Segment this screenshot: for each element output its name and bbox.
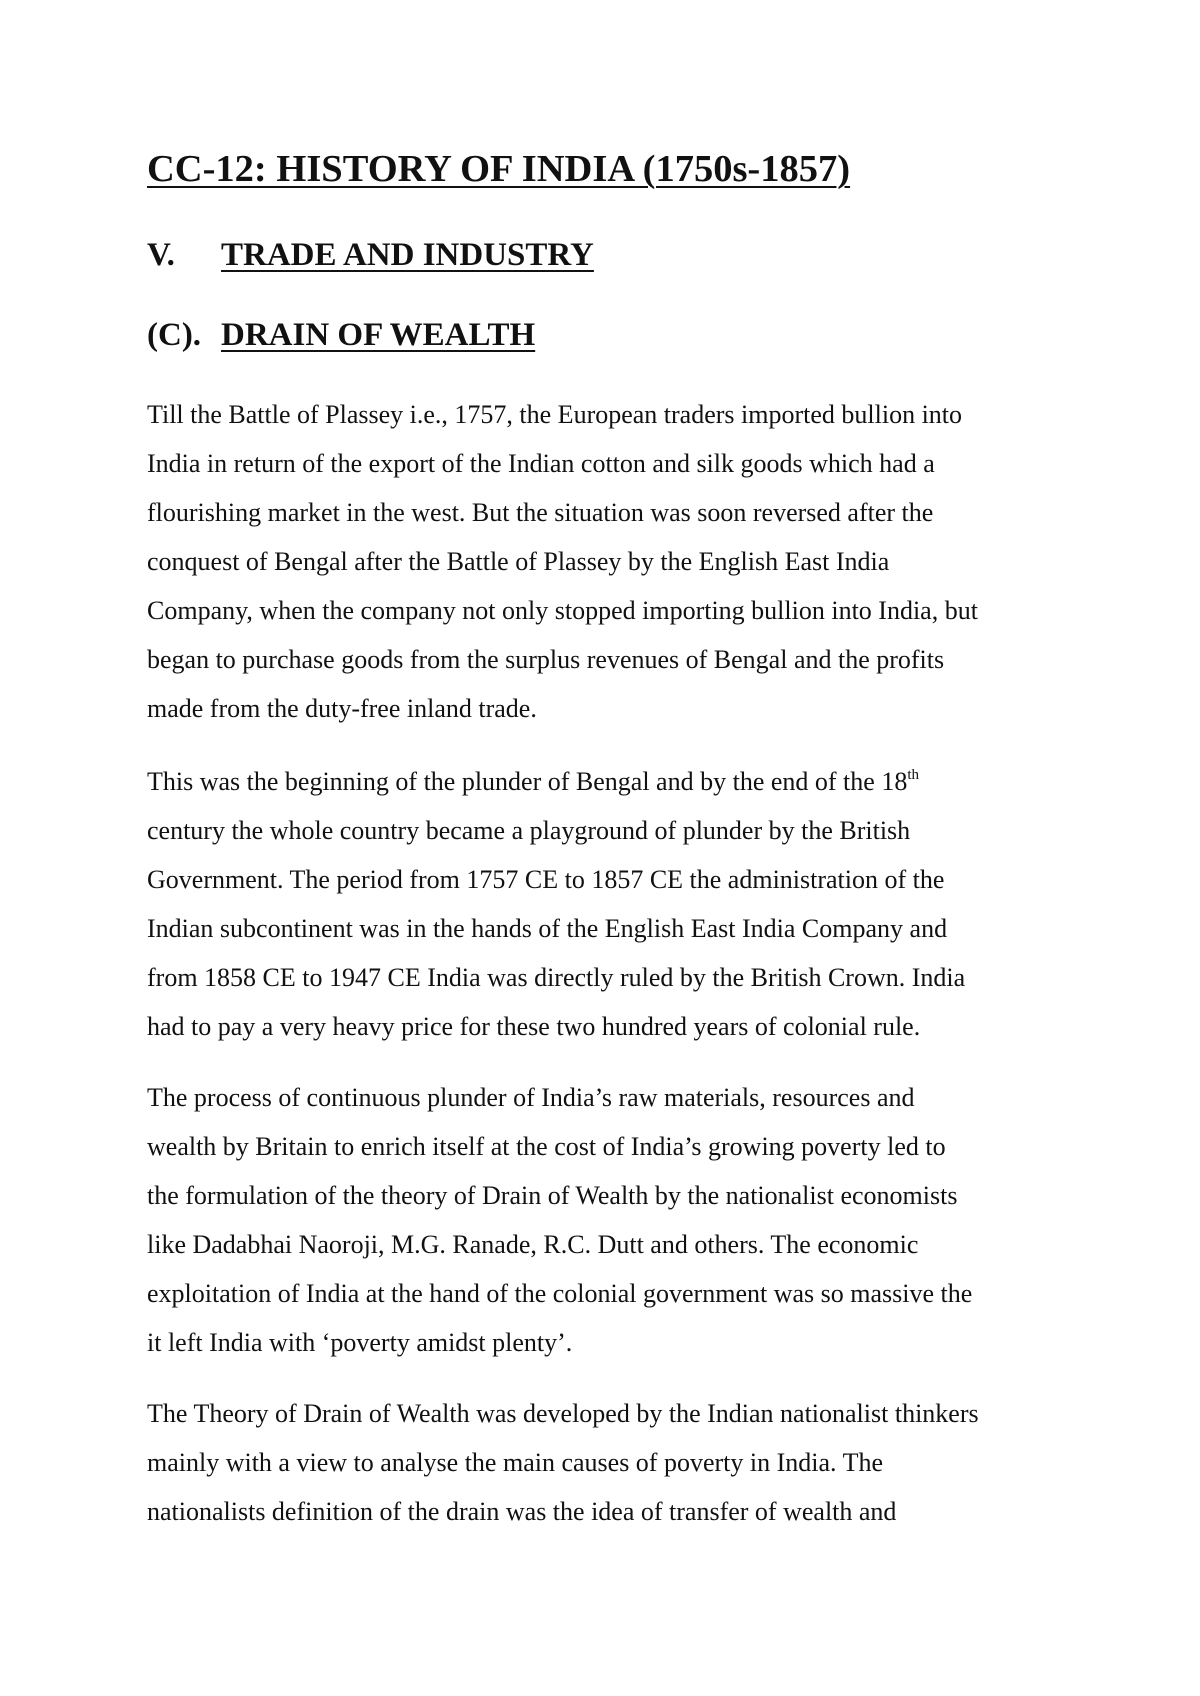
- section-heading-trade-and-industry: [147, 237, 594, 273]
- line-text: This was the beginning of the plunder of Bengal and by the end of the 18: [147, 767, 908, 796]
- paragraph-line: The Theory of Drain of Wealth was developed by the Indian nationalist thinkers: [147, 1399, 979, 1428]
- paragraph-line: wealth by Britain to enrich itself at the cost of India’s growing poverty led to: [147, 1132, 946, 1161]
- subsection-number: (C).: [147, 317, 202, 353]
- paragraph-line: Government. The period from 1757 CE to 1857 CE the administration of the: [147, 865, 945, 894]
- section-label: TRADE AND INDUSTRY: [221, 237, 594, 273]
- paragraph-line: India in return of the export of the Indian cotton and silk goods which had a: [147, 449, 935, 478]
- section-number: V.: [147, 237, 175, 273]
- paragraph-line: mainly with a view to analyse the main causes of poverty in India. The: [147, 1448, 883, 1477]
- paragraph-line: Company, when the company not only stopped importing bullion into India, but: [147, 596, 978, 625]
- document-title: CC-12: HISTORY OF INDIA (1750s-1857): [147, 148, 851, 190]
- paragraph-line: Indian subcontinent was in the hands of the English East India Company and: [147, 914, 948, 943]
- paragraph-line: conquest of Bengal after the Battle of Plassey by the English East India: [147, 547, 890, 576]
- paragraph-line: began to purchase goods from the surplus revenues of Bengal and the profits: [147, 645, 945, 674]
- paragraph-line: the formulation of the theory of Drain of Wealth by the nationalist economists: [147, 1181, 958, 1210]
- paragraph-line: exploitation of India at the hand of the colonial government was so massive the: [147, 1279, 973, 1308]
- paragraph-line: [147, 757, 1087, 806]
- paragraph-2: [147, 757, 1087, 1051]
- paragraph-line: The process of continuous plunder of India’s raw materials, resources and: [147, 1083, 915, 1112]
- paragraph-1: [147, 390, 1087, 733]
- subsection-label: DRAIN OF WEALTH: [221, 317, 536, 353]
- paragraph-line: century the whole country became a playground of plunder by the British: [147, 816, 911, 845]
- paragraph-line: Till the Battle of Plassey i.e., 1757, the European traders imported bullion into: [147, 400, 963, 429]
- paragraph-line: like Dadabhai Naoroji, M.G. Ranade, R.C. Dutt and others. The economic: [147, 1230, 919, 1259]
- paragraph-line: had to pay a very heavy price for these two hundred years of colonial rule.: [147, 1012, 921, 1041]
- paragraph-line: from 1858 CE to 1947 CE India was directly ruled by the British Crown. India: [147, 963, 966, 992]
- ordinal-superscript: th: [907, 767, 919, 783]
- paragraph-3: [147, 1073, 1087, 1367]
- paragraph-line: flourishing market in the west. But the situation was soon reversed after the: [147, 498, 934, 527]
- paragraph-line: it left India with ‘poverty amidst plenty’.: [147, 1328, 573, 1357]
- paragraph-line: made from the duty-free inland trade.: [147, 694, 537, 723]
- subsection-heading-drain-of-wealth: [147, 317, 535, 353]
- paragraph-4: [147, 1389, 1087, 1536]
- paragraph-line: nationalists definition of the drain was the idea of transfer of wealth and: [147, 1497, 897, 1526]
